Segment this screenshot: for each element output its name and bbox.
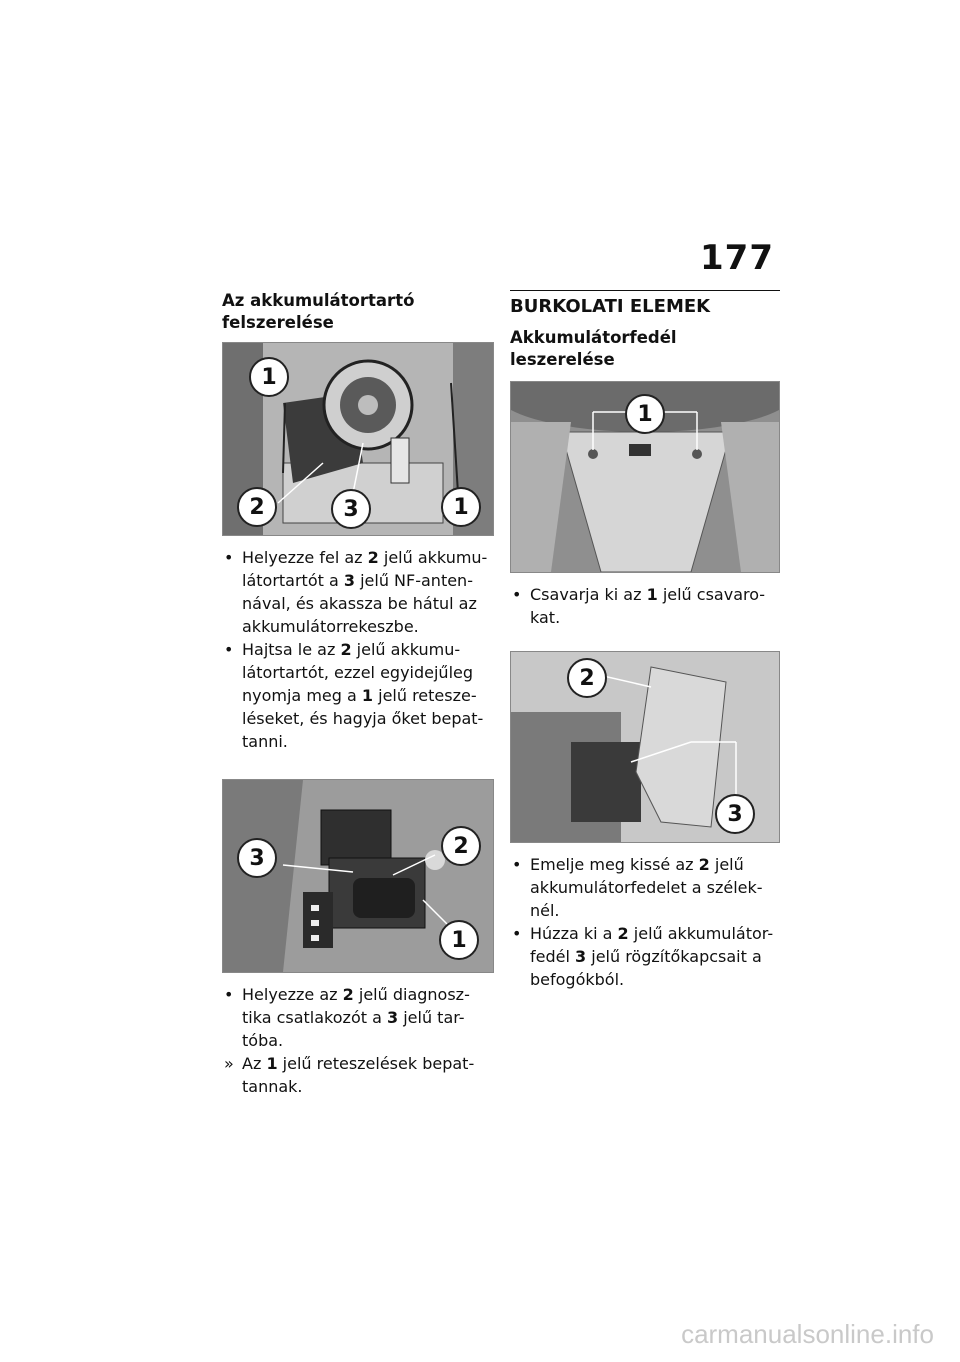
callout-1-top: 1 — [249, 357, 289, 397]
section-title-battery-holder: Az akkumulátortartó felszerelése — [222, 291, 415, 332]
chapter-title: BURKOLATI ELEMEK — [510, 290, 780, 319]
left-column — [222, 290, 494, 1098]
list-item: • Csavarja ki az 1 jelű csavaro-kat. — [512, 585, 766, 627]
bullet-mark: • — [224, 640, 234, 659]
result-mark: » — [224, 1054, 234, 1073]
steps-diagnostic-connector — [222, 983, 494, 1098]
figure-battery-cover-screws — [510, 381, 780, 573]
figure-diagnostic-connector — [222, 779, 494, 973]
list-item: • Hajtsa le az 2 jelű akkumu-látortartót, ezzel egyidejűleg nyomja meg a 1 jelű retesze-léseket, és hagyja őket bepat-tanni. — [224, 640, 484, 751]
watermark: carmanualsonline.info — [681, 1319, 934, 1349]
page-number: 177 — [700, 238, 774, 278]
callout-1-bottom: 1 — [441, 487, 481, 527]
list-item: » Az 1 jelű reteszelések bepat-tannak. — [224, 1054, 475, 1096]
list-item: • Helyezze az 2 jelű diagnosz-tika csatlakozót a 3 jelű tar-tóba. — [224, 985, 470, 1050]
section-title-battery-cover: Akkumulátorfedél leszerelése — [510, 328, 677, 369]
callout-2: 2 — [237, 487, 277, 527]
callout-2: 2 — [567, 658, 607, 698]
list-item: • Húzza ki a 2 jelű akkumulátor-fedél 3 jelű rögzítőkapcsait a befogókból. — [512, 924, 774, 989]
callout-1: 1 — [625, 394, 665, 434]
callout-3: 3 — [331, 489, 371, 529]
callout-2: 2 — [441, 826, 481, 866]
bullet-mark: • — [512, 855, 522, 874]
callout-3: 3 — [715, 794, 755, 834]
bullet-mark: • — [512, 924, 522, 943]
figure-battery-holder — [222, 342, 494, 536]
steps-lift-cover — [510, 853, 780, 991]
bullet-mark: • — [224, 548, 234, 567]
list-item: • Emelje meg kissé az 2 jelű akkumulátorfedelet a szélek-nél. — [512, 855, 763, 920]
bullet-mark: • — [512, 585, 522, 604]
bullet-mark: • — [224, 985, 234, 1004]
list-item: • Helyezze fel az 2 jelű akkumu-látortartót a 3 jelű NF-anten-nával, és akassza be hátul az akkumulátorrekeszbe. — [224, 548, 488, 636]
callout-3: 3 — [237, 838, 277, 878]
steps-battery-holder — [222, 546, 494, 753]
figure-battery-cover-lift — [510, 651, 780, 843]
callout-1: 1 — [439, 920, 479, 960]
right-column — [510, 290, 780, 991]
steps-remove-screws — [510, 583, 780, 629]
